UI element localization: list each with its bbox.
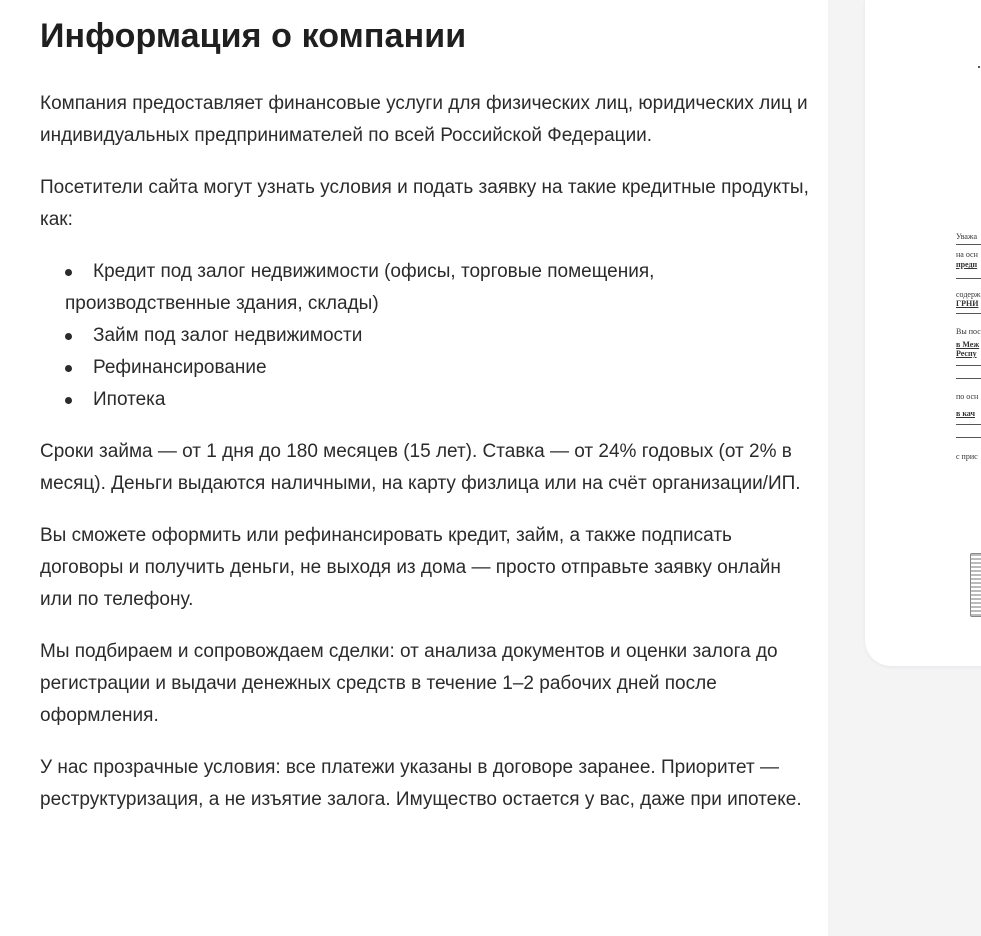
list-item [65,384,810,416]
online-service-paragraph: Вы сможете оформить или рефинансировать кредит, займ, а также подписать договоры и получить деньги, не выходя из дома — просто отправьте заявку онлайн или по телефону. [40,525,781,610]
document-rule [956,244,981,245]
page-title: Информация о компании [40,17,467,55]
document-rule [956,424,981,425]
transparent-terms-paragraph: У нас прозрачные условия: все платежи указаны в договоре заранее. Приоритет — реструктуризация, а не изъятие залога. Имущество остается у вас, даже при ипотеке. [40,757,802,810]
document-line: с прис [956,452,978,461]
document-line: по осн [956,392,979,401]
list-item [65,256,810,320]
document-rule [956,437,981,438]
document-preview-card[interactable] [865,0,981,666]
document-line: на осн [956,250,978,259]
list-item [65,320,810,352]
document-line: в кач [956,409,975,418]
document-rule [956,313,981,314]
list-item-text: Ипотека [93,389,166,410]
list-item [65,352,810,384]
bullet-icon [65,365,72,372]
loan-terms-paragraph: Сроки займа — от 1 дня до 180 месяцев (15 лет). Ставка — от 24% годовых (от 2% в месяц). Деньги выдаются наличными, на карту физлица или на счёт организации/ИП. [40,441,801,494]
deal-support-paragraph: Мы подбираем и сопровождаем сделки: от анализа документов и оценки залога до регистрации и выдачи денежных средств в течение 1–2 рабочих дней после оформления. [40,641,778,726]
document-rule [956,365,981,366]
qr-code-icon [970,553,981,617]
document-line: предп [956,260,978,269]
document-line: в Меж [956,340,980,349]
document-line: ГРНИ [956,299,979,308]
bullet-icon [65,269,72,276]
document-line: Респу [956,349,977,358]
list-item-text: Рефинансирование [93,357,267,378]
list-item-text: Займ под залог недвижимости [93,325,363,346]
main-content [40,0,810,816]
document-rule [956,378,981,379]
document-rule [956,278,981,279]
bullet-icon [65,397,72,404]
list-item-text: Кредит под залог недвижимости (офисы, торговые помещения, производственные здания, склады) [65,261,655,314]
document-line: Уважа [956,232,978,241]
document-mark [978,66,980,68]
products-intro-paragraph: Посетители сайта могут узнать условия и подать заявку на такие кредитные продукты, как: [40,177,809,230]
intro-paragraph: Компания предоставляет финансовые услуги для физических лиц, юридических лиц и индивидуальных предпринимателей по всей Российской Федерации. [40,93,808,146]
document-line: содерж [956,290,981,299]
products-list [40,256,810,416]
bullet-icon [65,333,72,340]
document-line: Вы пос [956,327,981,336]
